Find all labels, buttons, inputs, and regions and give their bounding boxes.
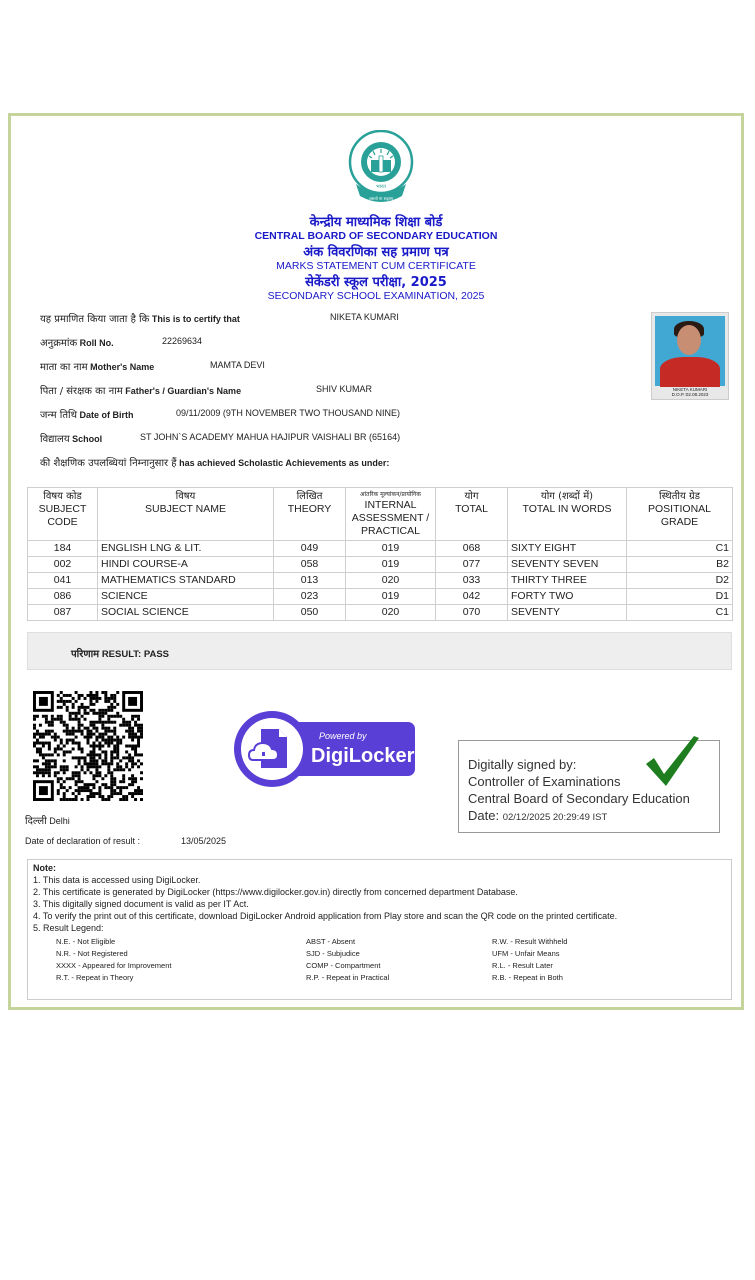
header-total: योग TOTAL [436,488,508,541]
table-row [28,541,733,557]
verified-check-icon [644,734,700,790]
subject-name: SOCIAL SCIENCE [98,605,274,621]
mother-name: MAMTA DEVI [210,360,265,370]
father-label: Father's / Guardian's Name [125,386,242,396]
positional-grade: D1 [627,589,733,605]
internal-marks: 020 [346,573,436,589]
signer-organization: Central Board of Secondary Education [468,791,690,806]
result-text: परिणाम RESULT: PASS [71,649,170,660]
dob-label: Date of Birth [79,410,134,420]
father-label-hindi: पिता / संरक्षक का नाम [40,386,123,397]
positional-grade: C1 [627,605,733,621]
mother-label: Mother's Name [90,362,155,372]
legend-item: UFM - Unfair Means [492,949,560,958]
achievement-label-hindi: की शैक्षणिक उपलब्धियां निम्नानुसार हैं [40,458,177,469]
marks-table [27,487,733,621]
roll-label: Roll No. [79,338,114,348]
subject-code: 086 [28,589,98,605]
date-of-birth: 09/11/2009 (9TH NOVEMBER TWO THOUSAND NINE) [176,408,401,418]
subject-name: HINDI COURSE-A [98,557,274,573]
board-name-hindi: केन्द्रीय माध्यमिक शिक्षा बोर्ड [309,215,443,230]
positional-grade: D2 [627,573,733,589]
photo-caption: NIKETA KUMARI D.O.P.:02.08.2023 [671,387,709,397]
document-title-english: MARKS STATEMENT CUM CERTIFICATE [276,260,476,272]
legend-item: N.R. - Not Registered [56,949,128,958]
certify-label: This is to certify that [151,314,240,324]
note-item: 1. This data is accessed using DigiLocker. [33,875,201,885]
theory-marks: 013 [274,573,346,589]
subject-code: 087 [28,605,98,621]
result-bar [27,632,732,670]
achievement-label: has achieved Scholastic Achievements as under: [179,458,390,468]
subject-name: SCIENCE [98,589,274,605]
legend-item: R.W. - Result Withheld [492,937,568,946]
total-marks: 033 [436,573,508,589]
digilocker-name: DigiLocker [311,745,415,767]
total-marks: 070 [436,605,508,621]
table-row [28,589,733,605]
header-subject-name: विषय SUBJECT NAME [98,488,274,541]
note-item: 3. This digitally signed document is valid as per IT Act. [33,899,249,909]
exam-title-hindi: सेकेंडरी स्कूल परीक्षा, 2025 [305,275,447,290]
board-name-english: CENTRAL BOARD OF SECONDARY EDUCATION [254,230,498,242]
note-box [27,859,732,1000]
note-title: Note: [33,863,56,873]
header-subject-code: विषय कोड SUBJECT CODE [28,488,98,541]
legend-item: ABST - Absent [306,937,356,946]
table-row [28,605,733,621]
mother-label-hindi: माता का नाम [40,362,88,373]
document-title-hindi: अंक विवरणिका सह प्रमाण पत्र [303,245,449,260]
cbse-logo-icon [346,130,416,210]
mother-row [40,359,265,373]
certify-row [40,311,399,325]
theory-marks: 023 [274,589,346,605]
subject-name: ENGLISH LNG & LIT. [98,541,274,557]
positional-grade: C1 [627,541,733,557]
qr-code[interactable] [33,690,143,802]
theory-marks: 050 [274,605,346,621]
student-photo [651,312,729,400]
total-marks: 042 [436,589,508,605]
total-marks: 077 [436,557,508,573]
header-grade: स्थितीय ग्रेड POSITIONAL GRADE [627,488,733,541]
internal-marks: 020 [346,605,436,621]
subject-code: 002 [28,557,98,573]
logo-motto: असतो मा सद्गमय [368,196,394,201]
header-total-words: योग (शब्दों में) TOTAL IN WORDS [508,488,627,541]
roll-label-hindi: अनुक्रमांक [40,338,78,349]
theory-marks: 049 [274,541,346,557]
legend-item: R.L. - Result Later [492,961,553,970]
subject-code: 041 [28,573,98,589]
declaration-date: 13/05/2025 [181,836,227,846]
legend-item: R.T. - Repeat in Theory [56,973,134,982]
roll-number: 22269634 [162,336,203,346]
table-row [28,573,733,589]
legend-item: COMP - Compartment [306,961,381,970]
signed-by-label: Digitally signed by: [468,757,577,772]
student-name: NIKETA KUMARI [330,312,399,322]
legend-item: N.E. - Not Eligible [56,937,116,946]
achievement-row [40,455,389,469]
subject-name: MATHEMATICS STANDARD [98,573,274,589]
total-in-words: SEVENTY SEVEN [508,557,627,573]
logo-text: भारत [376,184,386,190]
legend-item: R.B. - Repeat in Both [492,973,563,982]
marks-certificate [8,113,744,1010]
note-item: 4. To verify the print out of this certificate, download DigiLocker Android application from Play store and scan the QR code on the printed certificate. [33,911,618,921]
table-header-row [28,488,733,541]
total-in-words: FORTY TWO [508,589,627,605]
certify-label-hindi: यह प्रमाणित किया जाता है कि [40,314,150,325]
legend-item: SJD - Subjudice [306,949,360,958]
school-name: ST JOHN`S ACADEMY MAHUA HAJIPUR VAISHALI BR (65164) [140,432,401,442]
header-theory: लिखित THEORY [274,488,346,541]
father-row [40,383,373,397]
note-item: 5. Result Legend: [33,923,104,933]
note-item: 2. This certificate is generated by DigiLocker (https://www.digilocker.gov.in) directly from concerned department Database. [33,887,518,897]
header-internal: आंतरिक मूल्यांकन/प्रायोगिक INTERNAL ASSESSMENT / PRACTICAL [346,488,436,541]
powered-by-label: Powered by [319,731,367,741]
total-in-words: SIXTY EIGHT [508,541,627,557]
legend-item: XXXX - Appeared for Improvement [56,961,172,970]
declaration-label: Date of declaration of result : [25,836,141,846]
place: दिल्ली Delhi [25,816,70,827]
school-label: School [72,434,103,444]
internal-marks: 019 [346,557,436,573]
dob-row [40,407,401,421]
legend-item: R.P. - Repeat in Practical [306,973,390,982]
school-label-hindi: विद्यालय [40,434,70,445]
table-row [28,557,733,573]
internal-marks: 019 [346,589,436,605]
signature-date: Date: 02/12/2025 20:29:49 IST [468,808,608,823]
internal-marks: 019 [346,541,436,557]
total-in-words: SEVENTY [508,605,627,621]
signer-title: Controller of Examinations [468,774,621,789]
total-marks: 068 [436,541,508,557]
dob-label-hindi: जन्म तिथि [40,410,78,421]
total-in-words: THIRTY THREE [508,573,627,589]
subject-code: 184 [28,541,98,557]
exam-title-english: SECONDARY SCHOOL EXAMINATION, 2025 [267,290,485,302]
father-name: SHIV KUMAR [316,384,373,394]
theory-marks: 058 [274,557,346,573]
roll-row [40,335,203,349]
school-row [40,431,401,445]
digilocker-badge [233,710,417,788]
positional-grade: B2 [627,557,733,573]
